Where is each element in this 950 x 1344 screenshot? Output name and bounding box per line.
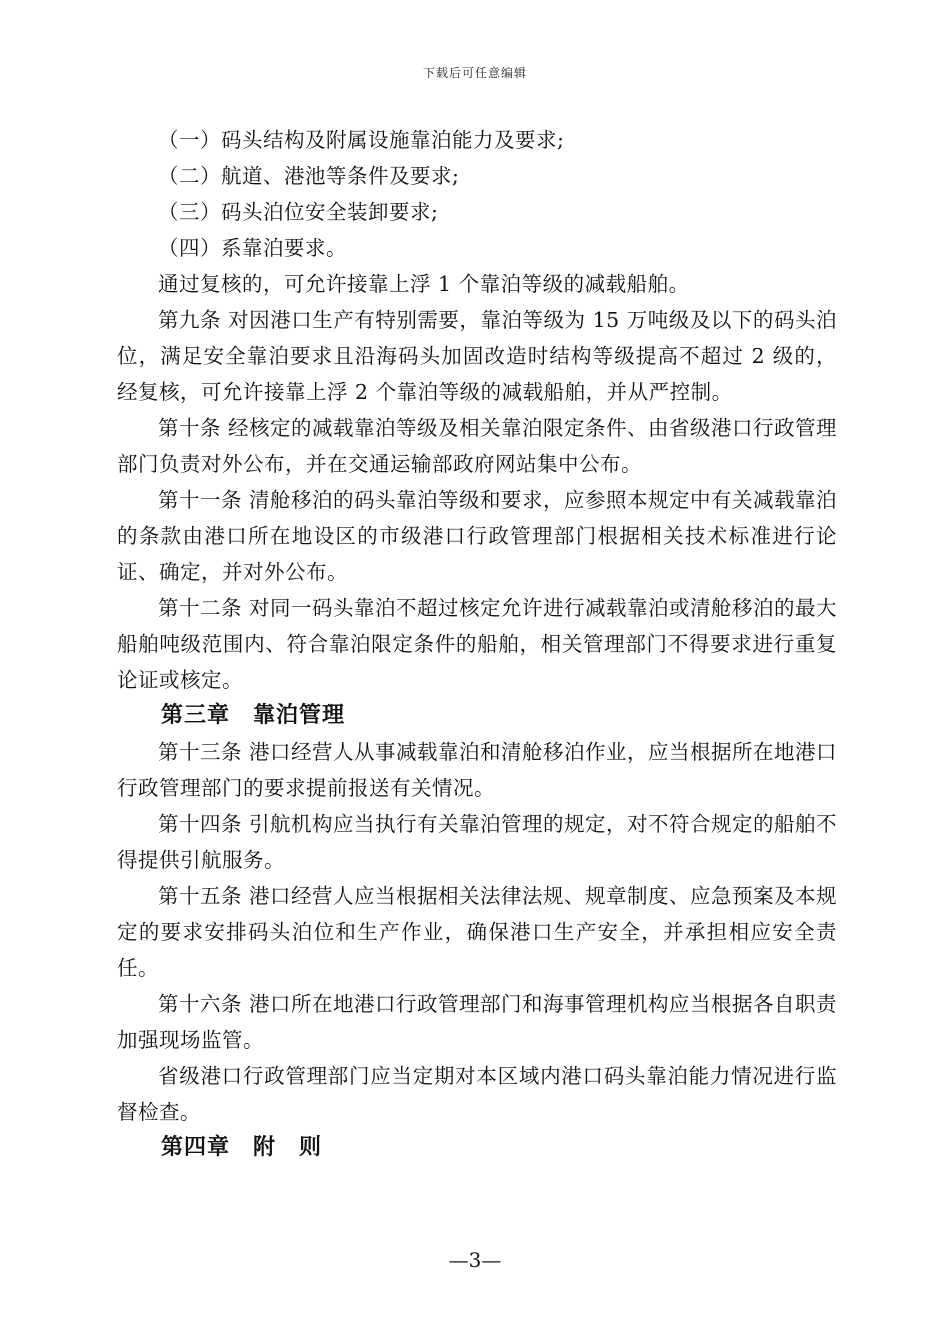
clause-item-1: （一）码头结构及附属设施靠泊能力及要求; — [158, 128, 565, 152]
clause-item-2: （二）航道、港池等条件及要求; — [158, 164, 460, 188]
clause-item-4: （四）系靠泊要求。 — [158, 236, 347, 260]
clause-item-3: （三）码头泊位安全装卸要求; — [158, 200, 439, 224]
article-11-paragraph: 第十一条 清舱移泊的码头靠泊等级和要求，应参照本规定中有关减载靠泊的条款由港口所在地设区的市级港口行政管理部门根据相关技术标准进行论证、确定，并对外公布。 — [117, 488, 838, 584]
chapter-4-title: 第四章 附 则 — [161, 1135, 323, 1160]
article-12-paragraph: 第十二条 对同一码头靠泊不超过核定允许进行减载靠泊或清舱移泊的最大船舶吨级范围内、符合靠泊限定条件的船舶，相关管理部门不得要求进行重复论证或核定。 — [117, 596, 838, 692]
page-header-note: 下载后可任意编辑 — [422, 66, 527, 80]
provincial-supervision-paragraph: 省级港口行政管理部门应当定期对本区域内港口码头靠泊能力情况进行监督检查。 — [117, 1064, 837, 1124]
page-number: —3— — [448, 1248, 502, 1272]
article-10-paragraph: 第十条 经核定的减载靠泊等级及相关靠泊限定条件、由省级港口行政管理部门负责对外公布，并在交通运输部政府网站集中公布。 — [117, 416, 838, 476]
document-body — [117, 122, 837, 1166]
article-15-paragraph: 第十五条 港口经营人应当根据相关法律法规、规章制度、应急预案及本规定的要求安排码头泊位和生产作业，确保港口生产安全，并承担相应安全责任。 — [117, 884, 838, 980]
article-16-paragraph: 第十六条 港口所在地港口行政管理部门和海事管理机构应当根据各自职责加强现场监管。 — [117, 992, 838, 1052]
review-note-paragraph: 通过复核的，可允许接靠上浮 1 个靠泊等级的减载船舶。 — [158, 272, 690, 296]
article-14-paragraph: 第十四条 引航机构应当执行有关靠泊管理的规定，对不符合规定的船舶不得提供引航服务。 — [117, 812, 838, 872]
article-9-paragraph: 第九条 对因港口生产有特别需要，靠泊等级为 15 万吨级及以下的码头泊位，满足安全靠泊要求且沿海码头加固改造时结构等级提高不超过 2 级的，经复核，可允许接靠上浮 2 个靠泊等级的减载船舶，并从严控制。 — [117, 308, 837, 404]
chapter-3-title: 第三章 靠泊管理 — [161, 703, 346, 728]
article-13-paragraph: 第十三条 港口经营人从事减载靠泊和清舱移泊作业，应当根据所在地港口行政管理部门的要求提前报送有关情况。 — [117, 740, 838, 800]
